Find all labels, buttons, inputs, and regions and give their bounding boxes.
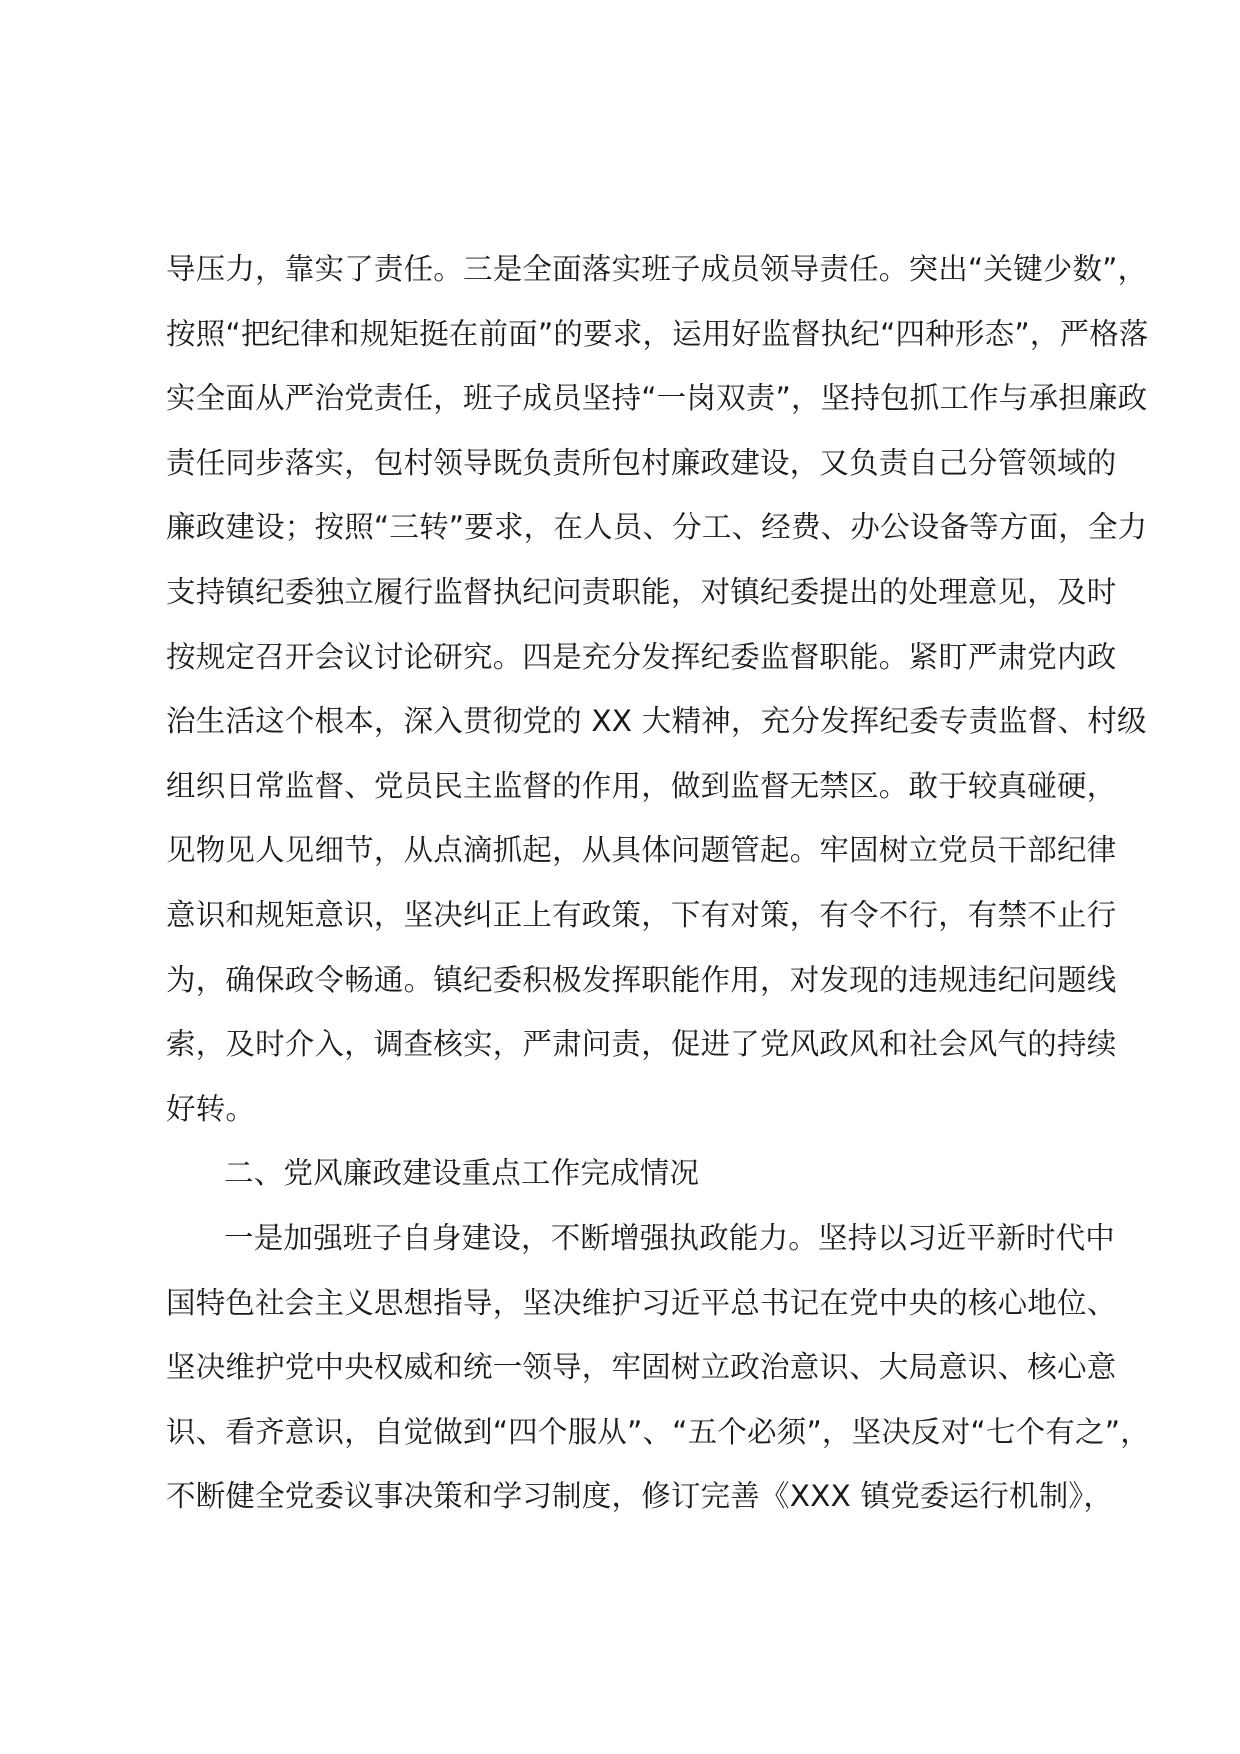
- paragraph-line: 治生活这个根本，深入贯彻党的 XX 大精神，充分发挥纪委专责监督、村级: [166, 704, 1147, 739]
- paragraph-line: 组织日常监督、党员民主监督的作用，做到监督无禁区。敢于较真碰硬，: [166, 768, 1117, 803]
- paragraph-line: 坚决维护党中央权威和统一领导，牢固树立政治意识、大局意识、核心意: [166, 1350, 1117, 1385]
- paragraph-line: 廉政建设；按照“三转”要求，在人员、分工、经费、办公设备等方面，全力: [166, 510, 1148, 545]
- section-heading: 二、党风廉政建设重点工作完成情况: [224, 1156, 700, 1191]
- paragraph-line: 好转。: [166, 1091, 256, 1126]
- document-body: [166, 237, 1150, 1529]
- paragraph-line: 支持镇纪委独立履行监督执纪问责职能，对镇纪委提出的处理意见，及时: [166, 574, 1117, 609]
- paragraph-line: 识、看齐意识，自觉做到“四个服从”、“五个必须”，坚决反对“七个有之”，: [166, 1414, 1150, 1449]
- paragraph-line: 一是加强班子自身建设，不断增强执政能力。坚持以习近平新时代中: [224, 1220, 1116, 1255]
- paragraph-line: 导压力，靠实了责任。三是全面落实班子成员领导责任。突出“关键少数”，: [166, 252, 1148, 286]
- paragraph-line: 索，及时介入，调查核实，严肃问责，促进了党风政风和社会风气的持续: [166, 1027, 1117, 1062]
- paragraph-line: 意识和规矩意识，坚决纠正上有政策，下有对策，有令不行，有禁不止行: [166, 897, 1117, 932]
- paragraph-line: 按规定召开会议讨论研究。四是充分发挥纪委监督职能。紧盯严肃党内政: [166, 639, 1117, 674]
- paragraph-line: 国特色社会主义思想指导，坚决维护习近平总书记在党中央的核心地位、: [166, 1285, 1117, 1320]
- paragraph-line: 不断健全党委议事决策和学习制度，修订完善《XXX 镇党委运行机制》，: [166, 1479, 1114, 1514]
- paragraph-line: 为，确保政令畅通。镇纪委积极发挥职能作用，对发现的违规违纪问题线: [166, 962, 1117, 997]
- paragraph-line: 见物见人见细节，从点滴抓起，从具体问题管起。牢固树立党员干部纪律: [166, 833, 1117, 868]
- paragraph-line: 按照“把纪律和规矩挺在前面”的要求，运用好监督执纪“四种形态”，严格落: [166, 316, 1149, 351]
- paragraph-line: 责任同步落实，包村领导既负责所包村廉政建设，又负责自己分管领域的: [166, 445, 1117, 480]
- paragraph-line: 实全面从严治党责任，班子成员坚持“一岗双责”，坚持包抓工作与承担廉政: [166, 381, 1148, 416]
